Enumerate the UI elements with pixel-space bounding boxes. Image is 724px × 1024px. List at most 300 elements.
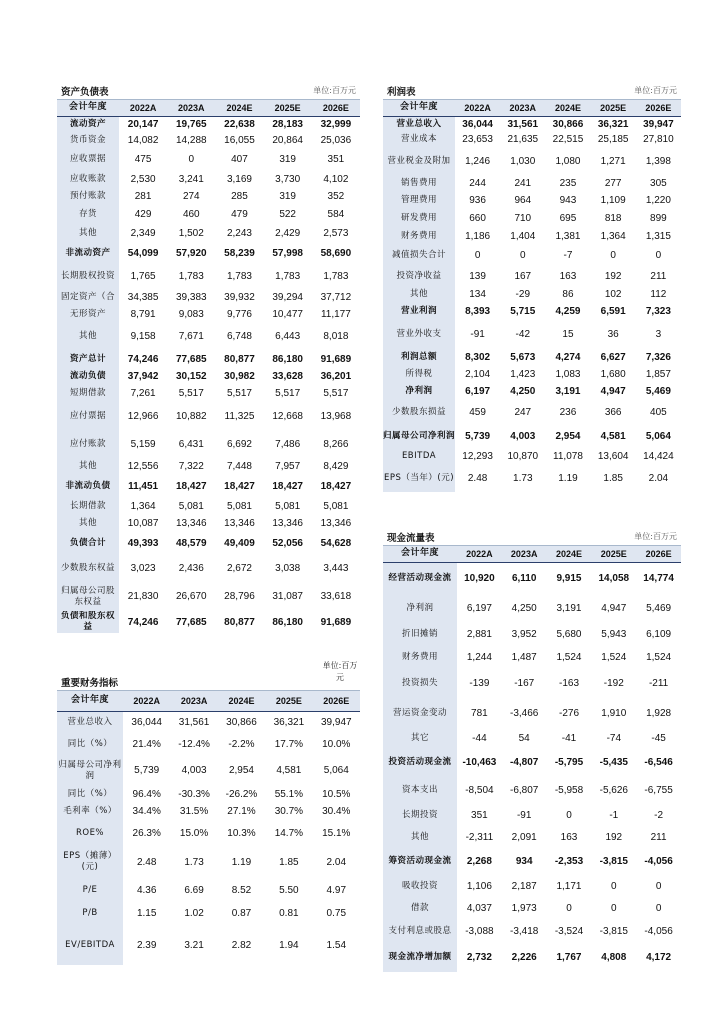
income-statement-cell: 235 bbox=[559, 178, 577, 189]
key-ratios-cell: 0.81 bbox=[279, 908, 299, 919]
balance-sheet-cell: 30,152 bbox=[175, 371, 207, 382]
income-statement-title-bar bbox=[383, 83, 681, 100]
balance-sheet-cell: 3,730 bbox=[275, 174, 301, 185]
cash-flow-cell: 1,524 bbox=[646, 652, 672, 663]
balance-sheet-cell: 26,670 bbox=[175, 591, 207, 602]
balance-sheet-row bbox=[57, 351, 360, 368]
key-ratios-header-2023a: 2023A bbox=[170, 691, 217, 711]
balance-sheet-cell: 5,517 bbox=[178, 387, 204, 399]
cash-flow-cell: 0 bbox=[611, 903, 617, 914]
key-ratios-row-label: 营业总收入 bbox=[57, 711, 123, 733]
balance-sheet-cell: 86,180 bbox=[272, 354, 303, 365]
income-statement-cell: 710 bbox=[514, 213, 532, 224]
cash-flow-cell: 6,197 bbox=[466, 602, 492, 614]
cash-flow-cell: -5,795 bbox=[554, 757, 584, 768]
cash-flow-cell: 54 bbox=[518, 733, 530, 744]
key-ratios-header-2025e: 2025E bbox=[265, 691, 312, 711]
cash-flow-header-2024e: 2024E bbox=[547, 546, 592, 562]
balance-sheet-row-label: 负债合计 bbox=[57, 532, 119, 555]
key-ratios-cell: -30.3% bbox=[178, 789, 210, 800]
income-statement-row-label: 营业总收入 bbox=[383, 116, 455, 132]
balance-sheet-cell: 80,877 bbox=[224, 616, 255, 628]
key-ratios-cell: 30.7% bbox=[274, 806, 304, 817]
cash-flow-row bbox=[383, 621, 681, 647]
cash-flow-unit: 单位:百万元 bbox=[634, 532, 677, 541]
key-ratios-cell: 36,044 bbox=[131, 716, 162, 728]
balance-sheet-cell: 319 bbox=[279, 190, 296, 202]
balance-sheet-cell: 57,920 bbox=[175, 247, 207, 259]
cash-flow-cell: 6,110 bbox=[511, 573, 537, 585]
balance-sheet-cell: 18,427 bbox=[175, 481, 207, 492]
key-ratios-row bbox=[57, 878, 360, 902]
cash-flow-cell: -1 bbox=[609, 810, 619, 821]
key-ratios-cell: 30.4% bbox=[322, 806, 351, 817]
balance-sheet-cell: 86,180 bbox=[272, 616, 303, 628]
key-ratios-cell: 96.4% bbox=[132, 789, 161, 800]
balance-sheet-row-label: 应付账款 bbox=[57, 431, 119, 458]
cash-flow-header-2025e: 2025E bbox=[591, 546, 636, 562]
cash-flow-cell: -4,807 bbox=[510, 757, 539, 768]
cash-flow-cell: 1,487 bbox=[511, 652, 537, 663]
balance-sheet-cell: 3,023 bbox=[130, 563, 156, 574]
balance-sheet-cell: 11,325 bbox=[224, 410, 255, 422]
cash-flow-cell: 5,680 bbox=[556, 628, 582, 640]
balance-sheet-cell: 14,082 bbox=[127, 135, 159, 146]
income-statement-header-2026e: 2026E bbox=[636, 100, 681, 116]
balance-sheet-cell: 20,147 bbox=[127, 119, 159, 131]
balance-sheet-row-label: 其他 bbox=[57, 458, 119, 475]
cash-flow-cell: -167 bbox=[514, 677, 535, 689]
cash-flow-row bbox=[383, 804, 681, 827]
income-statement-row bbox=[383, 192, 681, 209]
key-ratios-cell: 10.0% bbox=[322, 738, 351, 750]
balance-sheet-row bbox=[57, 288, 360, 306]
cash-flow-row-label: 折旧摊销 bbox=[383, 621, 457, 647]
key-ratios-cell: 1.94 bbox=[279, 939, 299, 951]
cash-flow-row bbox=[383, 943, 681, 972]
cash-flow-cell: -3,815 bbox=[599, 856, 628, 867]
cash-flow-cell: -163 bbox=[558, 677, 579, 689]
key-ratios-cell: 2.48 bbox=[136, 856, 157, 868]
income-statement-cell: 943 bbox=[559, 195, 577, 206]
balance-sheet-cell: 319 bbox=[279, 154, 296, 165]
balance-sheet-row bbox=[57, 385, 360, 401]
balance-sheet-cell: 2,429 bbox=[275, 227, 301, 239]
income-statement-cell: 4,581 bbox=[600, 430, 626, 442]
income-statement-cell: 459 bbox=[469, 406, 486, 418]
income-statement-panel bbox=[383, 83, 681, 503]
cash-flow-cell: 4,172 bbox=[646, 952, 672, 963]
income-statement-cell: 86 bbox=[562, 288, 574, 300]
balance-sheet-cell: 285 bbox=[231, 190, 248, 202]
income-statement-cell: 31,561 bbox=[507, 118, 539, 130]
income-statement-row-label: 利润总额 bbox=[383, 349, 455, 366]
balance-sheet-cell: 1,783 bbox=[323, 271, 349, 282]
balance-sheet-cell: 74,246 bbox=[127, 354, 159, 365]
income-statement-table bbox=[383, 100, 681, 492]
income-statement-row bbox=[383, 228, 681, 244]
cash-flow-cell: -44 bbox=[472, 733, 487, 744]
income-statement-cell: 14,424 bbox=[643, 451, 674, 462]
balance-sheet-cell: 10,882 bbox=[175, 410, 207, 422]
balance-sheet-cell: 48,579 bbox=[175, 538, 207, 549]
income-statement-cell: 0 bbox=[474, 249, 481, 261]
key-ratios-cell: 34.4% bbox=[132, 806, 161, 817]
income-statement-cell: -42 bbox=[515, 329, 530, 340]
balance-sheet-cell: 7,671 bbox=[178, 331, 204, 342]
balance-sheet-cell: 6,748 bbox=[226, 331, 252, 342]
key-ratios-row-label: 同比（%） bbox=[57, 786, 123, 803]
key-ratios-cell: 15.1% bbox=[322, 827, 351, 839]
income-statement-row-label: EPS（当年）(元) bbox=[383, 465, 455, 492]
balance-sheet-cell: 1,364 bbox=[130, 501, 156, 512]
cash-flow-row-label: 财务费用 bbox=[383, 647, 457, 668]
balance-sheet-cell: 9,776 bbox=[226, 308, 252, 320]
income-statement-cell: 36 bbox=[607, 329, 619, 340]
balance-sheet-cell: 14,288 bbox=[175, 135, 207, 146]
cash-flow-cell: -3,466 bbox=[510, 708, 539, 719]
income-statement-cell: 5,739 bbox=[465, 430, 491, 442]
cash-flow-cell: 192 bbox=[605, 832, 623, 843]
income-statement-cell: 244 bbox=[469, 178, 486, 189]
income-statement-row bbox=[383, 400, 681, 424]
balance-sheet-row-label: 其他 bbox=[57, 322, 119, 351]
key-ratios-cell: 1.19 bbox=[231, 856, 252, 868]
balance-sheet-row bbox=[57, 322, 360, 351]
cash-flow-row bbox=[383, 668, 681, 698]
key-ratios-cell: 0.87 bbox=[231, 908, 252, 919]
cash-flow-cell: -3,815 bbox=[599, 925, 628, 937]
cash-flow-title: 现金流量表 bbox=[387, 533, 435, 544]
cash-flow-row-label: 其它 bbox=[383, 729, 457, 748]
balance-sheet-cell: 1,502 bbox=[178, 227, 204, 239]
balance-sheet-cell: 20,864 bbox=[272, 135, 303, 146]
key-ratios-cell: 8.52 bbox=[231, 884, 252, 896]
income-statement-row-label: 营业利润 bbox=[383, 302, 455, 320]
income-statement-cell: 405 bbox=[650, 406, 667, 418]
income-statement-cell: 4,250 bbox=[510, 386, 536, 397]
income-statement-cell: 7,323 bbox=[645, 305, 671, 317]
income-statement-cell: 22,515 bbox=[552, 134, 584, 145]
balance-sheet-cell: 6,692 bbox=[226, 439, 252, 450]
cash-flow-cell: 6,109 bbox=[646, 628, 672, 640]
balance-sheet-row bbox=[57, 611, 360, 633]
balance-sheet-cell: 36,201 bbox=[320, 371, 352, 382]
income-statement-cell: 21,635 bbox=[507, 134, 539, 145]
balance-sheet-cell: 91,689 bbox=[320, 354, 352, 365]
balance-sheet-row-label: 归属母公司股东权益 bbox=[57, 582, 119, 611]
key-ratios-row bbox=[57, 733, 360, 755]
income-statement-cell: 1,030 bbox=[510, 155, 536, 167]
balance-sheet-cell: 39,383 bbox=[175, 291, 207, 303]
balance-sheet-row bbox=[57, 582, 360, 611]
income-statement-cell: -91 bbox=[470, 329, 485, 340]
cash-flow-cell: -45 bbox=[651, 733, 666, 744]
income-statement-cell: 1,083 bbox=[555, 369, 581, 380]
balance-sheet-cell: 2,243 bbox=[226, 227, 252, 239]
income-statement-cell: 1.19 bbox=[558, 473, 578, 484]
balance-sheet-cell: 58,239 bbox=[224, 247, 255, 259]
balance-sheet-cell: 58,690 bbox=[320, 247, 352, 259]
cash-flow-cell: -6,546 bbox=[644, 757, 673, 768]
cash-flow-cell: -2 bbox=[654, 810, 664, 821]
cash-flow-row-label: 长期投资 bbox=[383, 804, 457, 827]
key-ratios-cell: 30,866 bbox=[226, 716, 257, 728]
cash-flow-row bbox=[383, 595, 681, 621]
balance-sheet-cell: 37,942 bbox=[127, 371, 159, 382]
cash-flow-cell: 5,469 bbox=[646, 602, 672, 614]
balance-sheet-header-label: 会计年度 bbox=[57, 100, 119, 116]
balance-sheet-cell: 13,346 bbox=[224, 518, 255, 529]
income-statement-row bbox=[383, 465, 681, 492]
income-statement-cell: 1,404 bbox=[510, 230, 536, 242]
cash-flow-cell: 14,058 bbox=[598, 573, 630, 585]
balance-sheet-row-label: 负债和股东权益 bbox=[57, 611, 119, 633]
balance-sheet-cell: 1,783 bbox=[275, 271, 301, 282]
income-statement-row-label: EBITDA bbox=[383, 448, 455, 465]
key-ratios-cell: 27.1% bbox=[227, 806, 256, 817]
balance-sheet-row bbox=[57, 555, 360, 582]
cash-flow-row-label: 净利润 bbox=[383, 595, 457, 621]
balance-sheet-cell: 281 bbox=[134, 190, 152, 202]
income-statement-row-label: 归属母公司净利润 bbox=[383, 424, 455, 448]
income-statement-row-label: 其他 bbox=[383, 286, 455, 302]
income-statement-cell: 936 bbox=[469, 195, 486, 206]
cash-flow-row-label: 筹资活动现金流 bbox=[383, 848, 457, 875]
balance-sheet-cell: 1,765 bbox=[130, 271, 156, 282]
income-statement-cell: 139 bbox=[469, 270, 486, 282]
balance-sheet-cell: 18,427 bbox=[272, 481, 303, 492]
income-statement-row-label: 净利润 bbox=[383, 383, 455, 400]
income-statement-cell: 1,271 bbox=[600, 155, 626, 167]
income-statement-header-2025e: 2025E bbox=[591, 100, 636, 116]
income-statement-cell: 1,109 bbox=[600, 195, 626, 206]
balance-sheet-cell: 10,087 bbox=[127, 518, 159, 529]
balance-sheet-row-label: 流动资产 bbox=[57, 116, 119, 133]
balance-sheet-cell: 13,346 bbox=[175, 518, 207, 529]
balance-sheet-row-label: 应付票据 bbox=[57, 401, 119, 431]
income-statement-cell: 102 bbox=[604, 288, 622, 300]
cash-flow-row-label: 支付利息或股息 bbox=[383, 919, 457, 943]
balance-sheet-cell: 5,517 bbox=[226, 387, 252, 399]
cash-flow-cell: -4,056 bbox=[644, 925, 673, 937]
key-ratios-header-label: 会计年度 bbox=[57, 691, 123, 711]
key-ratios-cell: 17.7% bbox=[274, 738, 304, 750]
balance-sheet-row-label: 流动负债 bbox=[57, 368, 119, 385]
balance-sheet-cell: 77,685 bbox=[175, 616, 207, 628]
key-ratios-row-label: ROE% bbox=[57, 820, 123, 846]
balance-sheet-cell: 429 bbox=[134, 209, 152, 220]
key-ratios-title-bar bbox=[57, 674, 360, 691]
cash-flow-cell: 3,952 bbox=[511, 628, 537, 640]
cash-flow-cell: 0 bbox=[566, 810, 572, 821]
balance-sheet-header-2024e: 2024E bbox=[215, 100, 263, 116]
income-statement-row-label: 研发费用 bbox=[383, 209, 455, 228]
income-statement-cell: 818 bbox=[604, 213, 622, 224]
income-statement-cell: 211 bbox=[650, 270, 667, 282]
cash-flow-row bbox=[383, 919, 681, 943]
cash-flow-header-2026e: 2026E bbox=[636, 546, 681, 562]
cash-flow-cell: 2,732 bbox=[466, 952, 492, 963]
balance-sheet-cell: 30,982 bbox=[224, 371, 255, 382]
income-statement-row-label: 营业成本 bbox=[383, 132, 455, 147]
balance-sheet-cell: 52,056 bbox=[272, 538, 303, 549]
key-ratios-cell: 0.75 bbox=[326, 908, 347, 919]
income-statement-cell: 695 bbox=[559, 213, 577, 224]
cash-flow-header-2023a: 2023A bbox=[502, 546, 547, 562]
cash-flow-cell: 781 bbox=[471, 708, 488, 719]
cash-flow-cell: 4,037 bbox=[466, 903, 492, 914]
cash-flow-row-label: 经营活动现金流 bbox=[383, 562, 457, 595]
cash-flow-row-label: 营运资金变动 bbox=[383, 698, 457, 729]
balance-sheet-cell: 57,998 bbox=[272, 247, 303, 259]
balance-sheet-cell: 7,261 bbox=[130, 387, 156, 399]
income-statement-row bbox=[383, 132, 681, 147]
key-ratios-cell: 31.5% bbox=[179, 806, 209, 817]
cash-flow-cell: 4,808 bbox=[601, 952, 627, 963]
income-statement-row bbox=[383, 349, 681, 366]
income-statement-cell: 1.73 bbox=[513, 473, 533, 484]
income-statement-cell: 163 bbox=[559, 270, 577, 282]
balance-sheet-header-2022a: 2022A bbox=[119, 100, 167, 116]
balance-sheet-cell: 12,556 bbox=[127, 461, 159, 472]
balance-sheet-row bbox=[57, 401, 360, 431]
key-ratios-cell: 2,954 bbox=[228, 765, 254, 776]
income-statement-cell: 2,954 bbox=[555, 430, 581, 442]
cash-flow-cell: -6,807 bbox=[510, 785, 539, 796]
income-statement-cell: 12,293 bbox=[462, 451, 493, 462]
balance-sheet-row bbox=[57, 265, 360, 288]
key-ratios-cell: 36,321 bbox=[273, 716, 305, 728]
balance-sheet-cell: 8,018 bbox=[323, 331, 349, 342]
balance-sheet-cell: 3,443 bbox=[323, 563, 349, 574]
balance-sheet-cell: 37,712 bbox=[320, 291, 352, 303]
balance-sheet-panel bbox=[57, 83, 360, 643]
balance-sheet-cell: 351 bbox=[327, 154, 345, 165]
balance-sheet-cell: 2,672 bbox=[226, 563, 252, 574]
income-statement-cell: -29 bbox=[515, 288, 530, 300]
income-statement-cell: 4,003 bbox=[510, 430, 536, 442]
cash-flow-cell: -74 bbox=[606, 733, 622, 744]
income-statement-header-2022a: 2022A bbox=[455, 100, 500, 116]
income-statement-cell: 2.04 bbox=[648, 473, 669, 484]
balance-sheet-cell: 28,183 bbox=[272, 119, 303, 131]
balance-sheet-cell: 11,451 bbox=[128, 481, 159, 492]
income-statement-cell: 236 bbox=[559, 406, 577, 418]
cash-flow-row-label: 现金流净增加额 bbox=[383, 943, 457, 972]
balance-sheet-row bbox=[57, 204, 360, 225]
income-statement-cell: 23,653 bbox=[462, 134, 493, 145]
income-statement-cell: 1,080 bbox=[555, 155, 581, 167]
balance-sheet-cell: 407 bbox=[231, 154, 248, 165]
balance-sheet-cell: 33,618 bbox=[320, 591, 352, 602]
income-statement-cell: 1,398 bbox=[645, 155, 671, 167]
key-ratios-header-row bbox=[57, 691, 360, 711]
key-ratios-row bbox=[57, 755, 360, 786]
income-statement-cell: 15 bbox=[562, 329, 574, 340]
balance-sheet-cell: 5,081 bbox=[323, 501, 349, 512]
cash-flow-header-row bbox=[383, 546, 681, 562]
cash-flow-row bbox=[383, 562, 681, 595]
key-ratios-header-2026e: 2026E bbox=[313, 691, 360, 711]
balance-sheet-row bbox=[57, 171, 360, 188]
income-statement-cell: 899 bbox=[650, 213, 667, 224]
balance-sheet-cell: 33,628 bbox=[272, 371, 303, 382]
balance-sheet-cell: 9,083 bbox=[178, 308, 204, 320]
balance-sheet-row bbox=[57, 431, 360, 458]
balance-sheet-row-label: 非流动负债 bbox=[57, 475, 119, 498]
cash-flow-row bbox=[383, 748, 681, 777]
balance-sheet-cell: 8,791 bbox=[130, 308, 156, 320]
cash-flow-cell: -3,418 bbox=[510, 925, 539, 937]
cash-flow-cell: 0 bbox=[655, 881, 662, 892]
balance-sheet-cell: 7,448 bbox=[226, 461, 252, 472]
income-statement-cell: 1.85 bbox=[603, 473, 623, 484]
balance-sheet-cell: 32,999 bbox=[320, 119, 352, 131]
balance-sheet-cell: 8,429 bbox=[323, 461, 349, 472]
key-ratios-header-2024e: 2024E bbox=[218, 691, 265, 711]
key-ratios-cell: 6.69 bbox=[184, 884, 204, 896]
balance-sheet-cell: 584 bbox=[327, 209, 345, 220]
balance-sheet-cell: 1,783 bbox=[226, 271, 252, 282]
income-statement-cell: 13,604 bbox=[597, 451, 629, 462]
balance-sheet-cell: 91,689 bbox=[320, 616, 352, 628]
key-ratios-cell: 2.04 bbox=[326, 856, 347, 868]
key-ratios-row bbox=[57, 803, 360, 820]
balance-sheet-row-label: 货币资金 bbox=[57, 133, 119, 148]
balance-sheet-cell: 1,783 bbox=[178, 271, 204, 282]
key-ratios-cell: 1.02 bbox=[184, 908, 204, 919]
cash-flow-row bbox=[383, 777, 681, 804]
balance-sheet-cell: 3,169 bbox=[226, 174, 252, 185]
balance-sheet-cell: 274 bbox=[182, 190, 200, 202]
income-statement-cell: 5,715 bbox=[510, 305, 536, 317]
key-ratios-row bbox=[57, 902, 360, 925]
income-statement-cell: 241 bbox=[514, 178, 532, 189]
balance-sheet-cell: 49,393 bbox=[127, 538, 159, 549]
income-statement-row bbox=[383, 448, 681, 465]
balance-sheet-cell: 25,036 bbox=[320, 135, 352, 146]
key-ratios-cell: 14.7% bbox=[274, 827, 304, 839]
cash-flow-cell: -5,626 bbox=[599, 785, 628, 796]
balance-sheet-row bbox=[57, 188, 360, 204]
income-statement-cell: 1,381 bbox=[555, 230, 581, 242]
balance-sheet-row bbox=[57, 498, 360, 515]
income-statement-row bbox=[383, 147, 681, 175]
balance-sheet-cell: 13,346 bbox=[320, 518, 352, 529]
balance-sheet-cell: 39,294 bbox=[272, 291, 303, 303]
cash-flow-cell: 934 bbox=[515, 856, 533, 867]
balance-sheet-cell: 522 bbox=[279, 209, 296, 220]
income-statement-cell: 8,393 bbox=[465, 305, 491, 317]
key-ratios-cell: 4.36 bbox=[136, 884, 157, 896]
income-statement-cell: 0 bbox=[520, 249, 526, 261]
cash-flow-cell: 163 bbox=[560, 832, 578, 843]
cash-flow-cell: 9,915 bbox=[556, 573, 582, 585]
income-statement-cell: 36,044 bbox=[462, 118, 493, 130]
income-statement-cell: 6,197 bbox=[465, 386, 491, 397]
income-statement-cell: 39,947 bbox=[643, 118, 674, 130]
balance-sheet-cell: 54,099 bbox=[127, 247, 159, 259]
key-ratios-row-label: 归属母公司净利润 bbox=[57, 755, 123, 786]
balance-sheet-header-row bbox=[57, 100, 360, 116]
income-statement-row-label: 投资净收益 bbox=[383, 266, 455, 286]
cash-flow-cell: 0 bbox=[566, 903, 572, 914]
income-statement-cell: 25,185 bbox=[597, 134, 629, 145]
income-statement-row bbox=[383, 424, 681, 448]
balance-sheet-row-label: 短期借款 bbox=[57, 385, 119, 401]
income-statement-row-label: 财务费用 bbox=[383, 228, 455, 244]
